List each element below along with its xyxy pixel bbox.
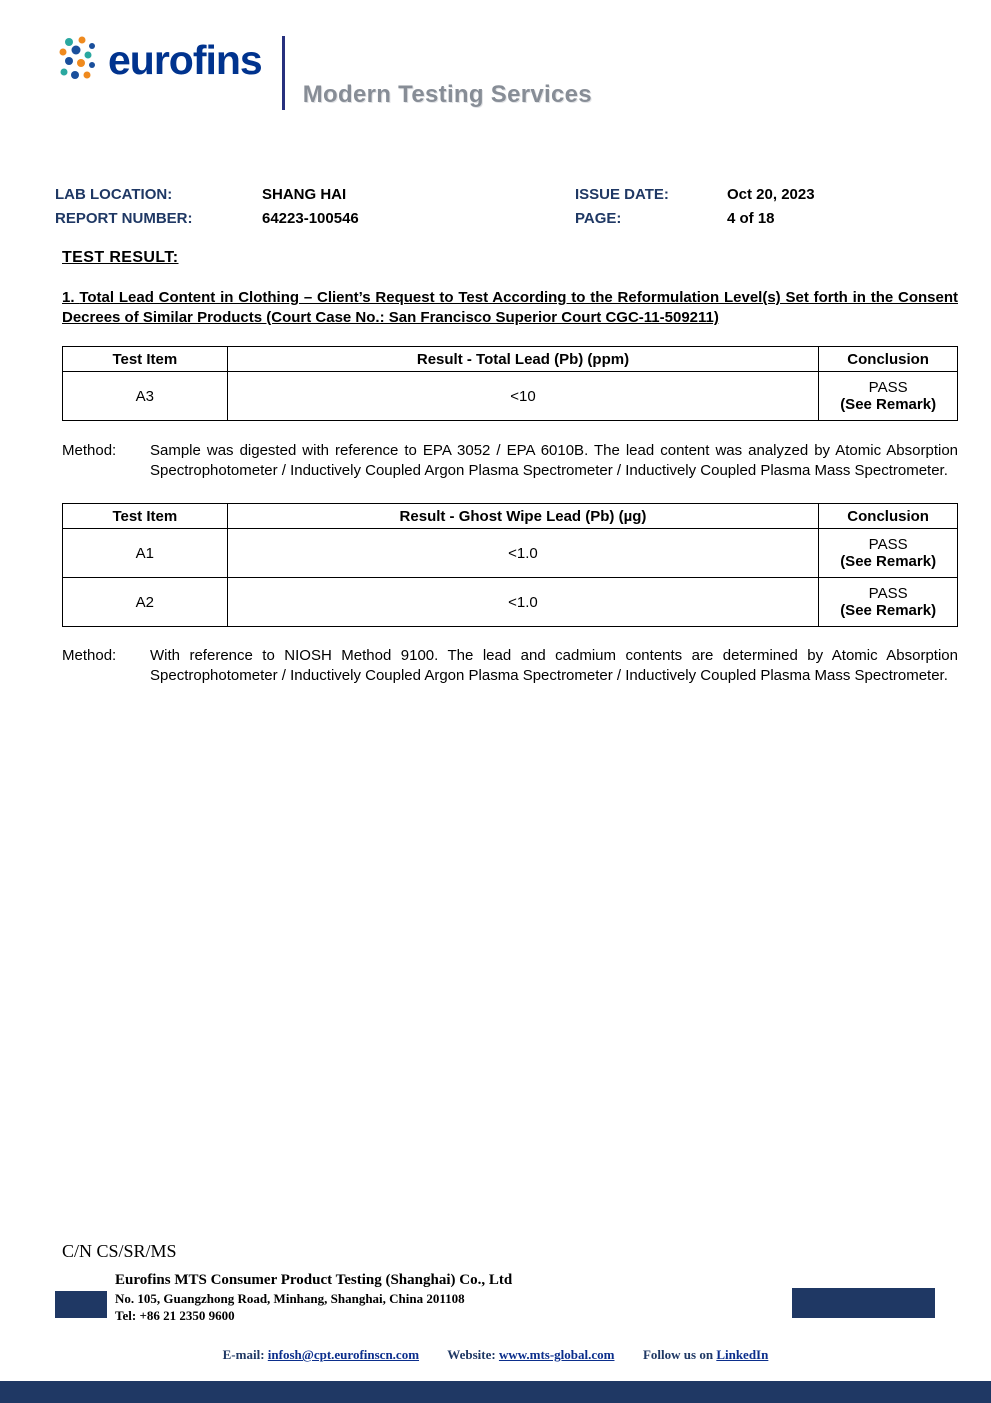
footer-left-bar xyxy=(55,1291,107,1318)
ghost-wipe-col-test-item: Test Item xyxy=(63,504,228,529)
website-link[interactable]: www.mts-global.com xyxy=(498,1347,615,1362)
test-result-heading: TEST RESULT: xyxy=(62,249,179,266)
report-number-value: 64223-100546 xyxy=(262,210,359,227)
conclusion-pass: PASS xyxy=(868,379,908,396)
total-lead-a3-result: <10 xyxy=(227,372,819,421)
email-link[interactable]: infosh@cpt.eurofinscn.com xyxy=(267,1347,420,1362)
footer-right-bar xyxy=(792,1288,935,1318)
lab-location-value: SHANG HAI xyxy=(262,186,347,203)
meta-row-1 xyxy=(55,183,960,207)
ghost-wipe-a1-item: A1 xyxy=(63,529,228,578)
report-meta xyxy=(55,183,960,231)
page-label: PAGE: xyxy=(575,210,622,227)
eurofins-dots-icon xyxy=(57,36,99,83)
logo-divider xyxy=(282,36,285,110)
conclusion-remark: (See Remark) xyxy=(840,602,937,619)
footer-telephone: Tel: +86 21 2350 9600 xyxy=(115,1308,235,1323)
total-lead-col-result: Result - Total Lead (Pb) (ppm) xyxy=(227,347,819,372)
page-value: 4 of 18 xyxy=(727,210,775,227)
issue-date-label: ISSUE DATE: xyxy=(575,186,669,203)
section-1-title-text: Total Lead Content in Clothing – Client’s Request to Test According to the Reformulation Level(s) Set forth in the Consent Decrees of Similar Products (Court Case No.: San Francisco Superior Court CGC-11-509211) xyxy=(62,289,958,326)
ghost-wipe-a1-conclusion xyxy=(819,529,958,578)
total-lead-table xyxy=(62,346,958,421)
ghost-wipe-table-header-row xyxy=(63,504,958,529)
section-1-number: 1. xyxy=(62,289,75,306)
brand-tagline: Modern Testing Services xyxy=(302,81,592,108)
conclusion-pass: PASS xyxy=(868,585,908,602)
main-content xyxy=(62,249,958,685)
conclusion-remark: (See Remark) xyxy=(840,396,937,413)
total-lead-col-test-item: Test Item xyxy=(63,347,228,372)
ghost-wipe-col-result: Result - Ghost Wipe Lead (Pb) (µg) xyxy=(227,504,819,529)
footer-bottom-bar xyxy=(0,1381,991,1403)
footer-address-block xyxy=(115,1271,512,1324)
ghost-wipe-a2-result: <1.0 xyxy=(227,578,819,627)
meta-row-2 xyxy=(55,207,960,231)
footer-street-address: No. 105, Guangzhong Road, Minhang, Shanghai, China 201108 xyxy=(115,1291,465,1306)
method-2-text: With reference to NIOSH Method 9100. The lead and cadmium contents are determined by Atomic Absorption Spectrophotometer / Inductively Coupled Argon Plasma Spectrometer / Inductively Coupled Plasma Mass Spectrometer. xyxy=(150,647,958,684)
ghost-wipe-table xyxy=(62,503,958,627)
conclusion-remark: (See Remark) xyxy=(840,553,937,570)
footer-links-row xyxy=(0,1347,991,1363)
linkedin-link[interactable]: LinkedIn xyxy=(716,1347,769,1362)
issue-date-value: Oct 20, 2023 xyxy=(727,186,815,203)
eurofins-logo xyxy=(57,36,262,83)
ghost-wipe-row-a2 xyxy=(63,578,958,627)
ghost-wipe-row-a1 xyxy=(63,529,958,578)
follow-us-label: Follow us on xyxy=(642,1347,714,1362)
method-2 xyxy=(62,646,958,685)
total-lead-a3-conclusion xyxy=(819,372,958,421)
total-lead-col-conclusion: Conclusion xyxy=(819,347,958,372)
section-1-title xyxy=(62,288,958,328)
method-2-label: Method: xyxy=(62,647,117,664)
ghost-wipe-a2-conclusion xyxy=(819,578,958,627)
brand-wordmark: eurofins xyxy=(108,36,262,83)
total-lead-a3-item: A3 xyxy=(63,372,228,421)
email-label: E-mail: xyxy=(222,1347,265,1362)
method-1 xyxy=(62,441,958,480)
total-lead-row-a3 xyxy=(63,372,958,421)
ghost-wipe-col-conclusion: Conclusion xyxy=(819,504,958,529)
conclusion-pass: PASS xyxy=(868,536,908,553)
report-number-label: REPORT NUMBER: xyxy=(55,210,193,227)
method-1-label: Method: xyxy=(62,442,117,459)
website-label: Website: xyxy=(447,1347,496,1362)
ghost-wipe-a2-item: A2 xyxy=(63,578,228,627)
footer-document-code: C/N CS/SR/MS xyxy=(62,1241,177,1261)
method-1-text: Sample was digested with reference to EPA 3052 / EPA 6010B. The lead content was analyzed by Atomic Absorption Spectrophotometer / Inductively Coupled Argon Plasma Spectrometer / Inductively Coupled Plasma Mass Spectrometer. xyxy=(150,442,958,479)
ghost-wipe-a1-result: <1.0 xyxy=(227,529,819,578)
footer-company-name: Eurofins MTS Consumer Product Testing (Shanghai) Co., Ltd xyxy=(115,1272,513,1288)
header-logo xyxy=(57,36,592,110)
total-lead-table-header-row xyxy=(63,347,958,372)
lab-location-label: LAB LOCATION: xyxy=(55,186,173,203)
